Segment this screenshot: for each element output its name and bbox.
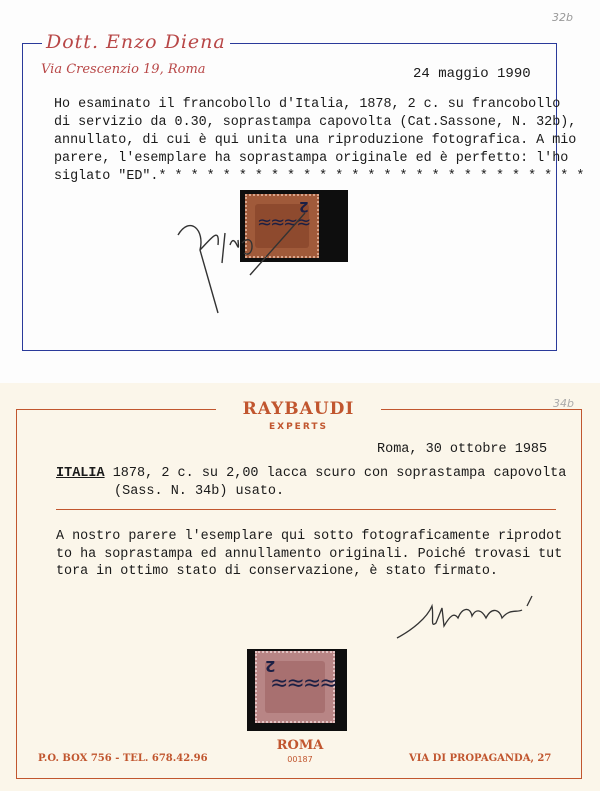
footer-city: ROMA [250, 738, 350, 753]
body-line: annullato, di cui è qui unita una riproduzione fotografica. A mio [54, 133, 577, 148]
signature-icon [392, 588, 552, 648]
footer-zip: 00187 [287, 755, 313, 764]
body-line: parere, l'esemplare ha soprastampa originale ed è perfetto: l'ho [54, 151, 569, 166]
certificate-raybaudi [0, 383, 600, 791]
overprint-wave-pattern: ≈≈≈≈ [270, 671, 336, 696]
overprint-wave-pattern: ≈≈≈≈ [257, 212, 310, 233]
certificate-diena [0, 0, 600, 383]
certificate-date: 24 maggio 1990 [413, 66, 531, 82]
catalog-ref-note: 34b [553, 397, 574, 410]
certificate-body [54, 96, 585, 186]
footer-address: VIA DI PROPAGANDA, 27 [409, 753, 552, 764]
country-label: ITALIA [56, 466, 105, 481]
brand-subtitle: EXPERTS [269, 422, 328, 432]
stamp-photo [255, 651, 335, 723]
body-line: siglato "ED".* * * * * * * * * * * * * * * * * * * * * * * * * * * [54, 169, 585, 184]
divider [56, 509, 556, 510]
item-line [56, 466, 566, 481]
item-reference: (Sass. N. 34b) usato. [114, 484, 285, 499]
brand-title: RAYBAUDI [216, 399, 381, 419]
body-line: tora in ottimo stato di conservazione, è stato firmato. [56, 564, 498, 579]
signature-icon [170, 205, 310, 315]
certificate-date: Roma, 30 ottobre 1985 [377, 442, 548, 457]
footer-contact: P.O. BOX 756 - TEL. 678.42.96 [38, 753, 208, 764]
expert-name: Dott. Enzo Diena [42, 31, 230, 53]
catalog-ref-note: 32b [552, 11, 573, 24]
certificate-body [56, 528, 566, 581]
item-description: 1878, 2 c. su 2,00 lacca scuro con soprastampa capovolta [104, 466, 567, 481]
expert-address: Via Crescenzio 19, Roma [38, 62, 209, 77]
body-line: di servizio da 0.30, soprastampa capovolta (Cat.Sassone, N. 32b), [54, 115, 577, 130]
overprint-value: 2 [299, 198, 309, 214]
body-line: Ho esaminato il francobollo d'Italia, 1878, 2 c. su francobollo [54, 97, 561, 112]
body-line: A nostro parere l'esemplare qui sotto fotograficamente riprodot [56, 529, 563, 544]
body-line: to ha soprastampa ed annullamento originali. Poiché trovasi tut [56, 546, 563, 562]
overprint-value: 2 [265, 657, 276, 675]
